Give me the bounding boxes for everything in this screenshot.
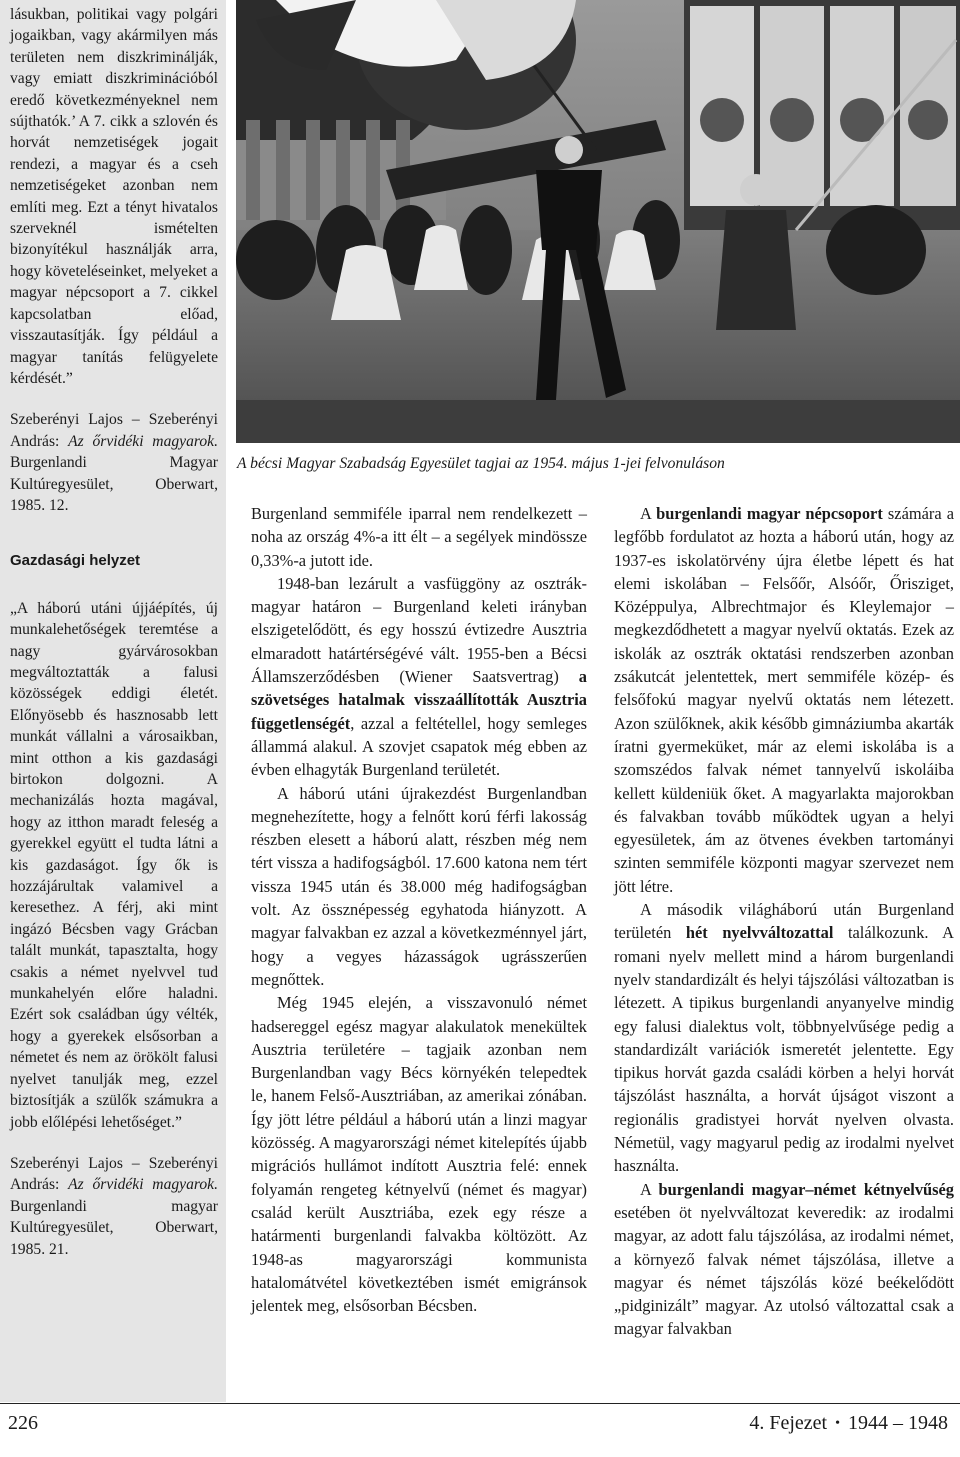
text-run: A (640, 504, 657, 523)
text-run: 1948-ban lezárult a vasfüggöny az osztrák-magyar határon – Burgenland keleti irányban elszigetelődött, és egy hosszú évtizedre Ausztria elmaradott határtérségévé vált. 1955-ben a Bécsi Államszerződésben (Wiener Saatsvertrag) (251, 573, 587, 687)
text-run: , azzal a feltétellel, hogy semleges állammá alakul. A szovjet csapatok még ebben az évben elhagyták Burgenland területét. (251, 713, 587, 780)
chapter-years: 1944 – 1948 (848, 1412, 948, 1434)
paragraph (614, 898, 954, 1178)
photo-caption: A bécsi Magyar Szabadság Egyesület tagjai az 1954. május 1-jei felvonuláson (237, 455, 725, 472)
parade-photo (236, 0, 960, 443)
emphasis: burgenlandi magyar népcsoport (656, 504, 883, 523)
sidebar-quote-2: „A háború utáni újjáépítés, új munkalehetőségek teremtése a nagy gyárvárosokban megváltoztatták a falusi közösségek eddigi életét. Előnyösebb és hasznosabb lett munkát vállalni a városaikban, mint otthon a kis gazdasági birtokon dolgozni. A mechanizálás hozta magával, hogy az itthon maradt feleség a gyerekkel együtt el tudta látni a kis gazdaságot. Így ők is hozzájárultak valamivel a keresethez. A férj, aki mint ingázó Bécsben vagy Grácban talált munkát, tapasztalta, hogy csakis a német nyelvvel tud munkahelyén előre haladni. Ezért sok családban úgy vélték, hogy a gyerekek elsősorban a németet és nem az örökölt falusi nyelvet tanulják meg, ezzel biztosítják a szülők számukra a jobb előlépési lehetőséget.” (10, 599, 218, 1131)
text-run: A második világháború után Burgenland területén (614, 900, 954, 943)
paragraph (614, 502, 954, 898)
sidebar-source-1 (10, 409, 218, 516)
paragraph: Burgenland semmiféle iparral nem rendelkezett – noha az ország 4%-a itt élt – a segélyek mindössze 0,33%-a jutott ide. (251, 504, 587, 570)
bullet-separator: • (835, 1416, 840, 1431)
body-column-middle (251, 502, 587, 1317)
paragraph: Még 1945 elején, a visszavonuló német hadsereggel egész magyar alakulatok menekültek Ausztria területére – tagjaik azonban nem Burgenlandban vagy Bécs környékén telepedtek le, hanem Felső-Ausztriában, az amerikai zónában. Így jött létre például a háború után a linzi magyar közösség. A magyarországi német kitelepítés újabb migrációs hullámot indított Ausztria felé: ennek folyamán rengeteg kétnyelvű (német és magyar) család került Ausztriába, ezek egy része a határmenti burgenlandi falvakba költözött. Az 1948-as magyarországi kommunista hatalomátvétel következtében ismét emigránsok jelentek meg, elsősorban Bécsben. (251, 993, 587, 1316)
sidebar-quote-1: lásukban, politikai vagy polgári jogaikban, vagy akármilyen más területen nem diszkriminálják, vagy emiatt diszkriminációból eredő következményeknel nem sújthatók.’ A 7. cikk a szlovén és horvát nemzetiségek jogait rendezi, a magyar és a cseh nemzetiségeket azonban nem említi meg. Ezt a tényt hivatalos szerveknél ismételten bizonyítékul használják arra, hogy követeléseinket, melyeket a magyar népcsoport a 7. cikkel kapcsolatban előad, visszautasítják. Így például a magyar tanítás felügyelete kérdését.” (10, 6, 218, 387)
source-authors: Szeberényi Lajos – Szeberényi András: (10, 411, 218, 450)
parade-photo-illustration (236, 0, 960, 443)
emphasis: hét nyelvváltozattal (685, 923, 834, 943)
paragraph (614, 1178, 954, 1341)
body-column-right (614, 502, 954, 1341)
paragraph: A háború utáni újrakezdést Burgenlandban megnehezítette, hogy a felnőtt korú férfi lakosság részben elesett a háború alatt, részben még nem tért vissza a hadifogságból. 17.600 katona nem tért vissza 1945 után és 38.000 még hadifogságban volt. Az össznépesség egyhatoda hiányzott. A magyar falvakban ez azzal a következménnyel járt, hogy a vegyes házasságok ugrásszerűen megnőttek. (251, 783, 587, 989)
emphasis: burgenlandi magyar–német kétnyelvűség (658, 1179, 954, 1199)
source-authors: Szeberényi Lajos – Szeberényi András: (10, 1154, 218, 1194)
chapter-label: 4. Fejezet (749, 1412, 828, 1434)
text-run: számára a legfőbb fordulatot az hozta a háború után, hogy az 1937-es iskolatörvény újra életbe lépett és hat elemi iskolában – Felsőőr, Alsóőr, Őrisziget, Középpulya, Albrechtmajor és Kleylemajor – megkezdődhetett a magyar nyelvű oktatás. Ezek az iskolák az osztrák oktatási rendszerben azonban zsákutcát jelentettek, mert semmiféle közép- és felsőfokú magyar nyelvű oktatás nem létezett. Azon szülőknek, akik később gimnáziumba akarták íratni gyermeküket, már az elemi iskolába is a szomszédos falvak német tannyelvű iskoláiba kellett küldeniük őket. A magyarlakta majorokban és falvakban tovább működtek ugyan a helyi egyesületek, ám az ötvenes években tartományi szinten semmiféle központi magyar szervezet nem jött létre. (614, 504, 955, 896)
footer-rule (0, 1403, 960, 1404)
text-run: esetében öt nyelvváltozat keveredik: az irodalmi magyar, az adott falu tájszólása, az irodalmi német, a környező falvak német tájszólása, illetve a magyar és német tájszólás közé beékelődött „pidginizált” magyar. Az utolsó változattal csak a magyar falvakban (614, 1202, 954, 1339)
emphasis: a szövetséges hatalmak visszaállították Ausztria függetlenségét (251, 667, 587, 733)
sidebar-heading: Gazdasági helyzet (10, 552, 141, 570)
text-run: A (640, 1179, 659, 1199)
sidebar-source-2 (10, 1153, 218, 1260)
chapter-footer (749, 1412, 948, 1435)
source-title: Az őrvidéki magyarok. (68, 432, 218, 450)
source-publisher: Burgenlandi Magyar Kultúregyesület, Oberwart, 1985. 12. (10, 454, 218, 514)
source-publisher: Burgenlandi magyar Kultúregyesület, Oberwart, 1985. 21. (10, 1197, 218, 1258)
sidebar-box (0, 0, 226, 1402)
paragraph (251, 572, 587, 782)
text-run: találkozunk. A romani nyelv mellett mind a három burgenlandi nyelv standardizált és helyi tájszólási változatban is létezett. A tipikus burgenlandi anyanyelve mindig egy falusi dialektus volt, többnyelvűsége pedig a standardizált variációk ismeretét jelentette. Egy tipikus horvát gazda családi körben a helyi horvát tájszólást használta, a horvát újságot viszont a regionális gradistyei horvát nyelven olvasta. Németül, vagy magyarul pedig az irodalmi nyelvet használta. (614, 923, 955, 1176)
page-number: 226 (8, 1412, 38, 1434)
source-title: Az őrvidéki magyarok. (68, 1176, 218, 1194)
